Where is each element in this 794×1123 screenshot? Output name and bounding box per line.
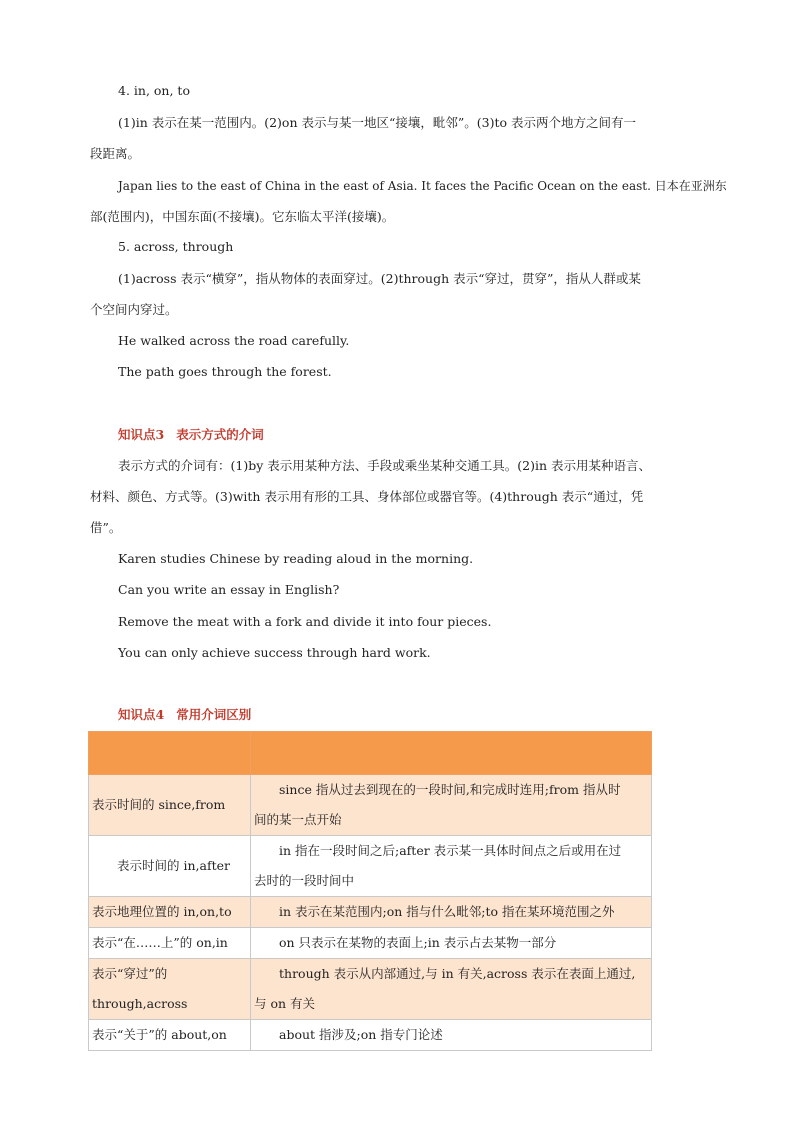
table-cell-left: 表示“在……上”的 on,in (89, 928, 251, 959)
section4-example-line1: Japan lies to the east of China in the east of Asia. It faces the Pacific Ocean on the east. 日本在亚洲东 (118, 179, 727, 193)
cell-line: through 表示从内部通过,与 in 有关,across 表示在表面上通过, (279, 966, 636, 981)
table-header-cell (89, 732, 251, 775)
kp3-explanation-line3: 借”。 (90, 520, 122, 535)
kp4-title: 常用介词区别 (176, 707, 252, 722)
section5-title: 5. across, through (118, 239, 234, 254)
kp3-example: Remove the meat with a fork and divide it into four pieces. (118, 614, 492, 629)
kp3-example: Karen studies Chinese by reading aloud in the morning. (118, 551, 474, 566)
kp3-title: 表示方式的介词 (176, 427, 264, 442)
table-cell-right (251, 959, 652, 1020)
table-cell-right: in 表示在某范围内;on 指与什么毗邻;to 指在某环境范围之外 (251, 897, 652, 928)
table-header-cell (251, 732, 652, 775)
table-cell-right (251, 836, 652, 897)
table-cell-right: about 指涉及;on 指专门论述 (251, 1020, 652, 1051)
table-row (89, 897, 652, 928)
kp3-explanation-line2: 材料、颜色、方式等。(3)with 表示用有形的工具、身体部位或器官等。(4)through 表示“通过，凭 (90, 489, 644, 504)
table-row (89, 1020, 652, 1051)
kp3-label: 知识点3 (118, 427, 165, 442)
cell-line: 去时的一段时间中 (254, 873, 355, 888)
table-cell-left: 表示“关于”的 about,on (89, 1020, 251, 1051)
table-cell-left: 表示时间的 since,from (89, 775, 251, 836)
section5-explanation-line2: 个空间内穿过。 (90, 302, 178, 317)
preposition-comparison-table (88, 731, 652, 1051)
kp3-heading (118, 426, 264, 444)
section4-explanation-line1: (1)in 表示在某一范围内。(2)on 表示与某一地区“接壤，毗邻”。(3)to 表示两个地方之间有一 (118, 115, 636, 130)
cell-line: 表示“穿过”的 (92, 966, 168, 981)
table-cell-right: on 只表示在某物的表面上;in 表示占去某物一部分 (251, 928, 652, 959)
kp4-label: 知识点4 (118, 707, 165, 722)
kp4-heading (118, 706, 251, 724)
cell-line: since 指从过去到现在的一段时间,和完成时连用;from 指从时 (279, 782, 621, 797)
kp3-example: Can you write an essay in English? (118, 582, 340, 597)
table-row (89, 836, 652, 897)
table-row (89, 959, 652, 1020)
cell-line: 间的某一点开始 (254, 812, 342, 827)
table-row (89, 775, 652, 836)
section4-title: 4. in, on, to (118, 83, 190, 98)
section5-example2: The path goes through the forest. (118, 364, 332, 379)
cell-line: 与 on 有关 (254, 996, 316, 1011)
section4-example-line2: 部(范围内)，中国东面(不接壤)。它东临太平洋(接壤)。 (90, 209, 395, 224)
section4-explanation-line2: 段距离。 (90, 146, 141, 161)
table-row (89, 928, 652, 959)
kp3-example: You can only achieve success through hard work. (118, 645, 431, 660)
section5-example1: He walked across the road carefully. (118, 333, 350, 348)
table-cell-left: 表示时间的 in,after (89, 836, 251, 897)
cell-line: through,across (92, 996, 188, 1011)
table-cell-right (251, 775, 652, 836)
section5-explanation-line1: (1)across 表示“横穿”，指从物体的表面穿过。(2)through 表示“穿过，贯穿”，指从人群或某 (118, 271, 641, 286)
table-cell-left: 表示地理位置的 in,on,to (89, 897, 251, 928)
table-header-row (89, 732, 652, 775)
cell-line: in 指在一段时间之后;after 表示某一具体时间点之后或用在过 (279, 843, 622, 858)
table-cell-left (89, 959, 251, 1020)
kp3-explanation-line1: 表示方式的介词有：(1)by 表示用某种方法、手段或乘坐某种交通工具。(2)in 表示用某种语言、 (118, 458, 651, 473)
